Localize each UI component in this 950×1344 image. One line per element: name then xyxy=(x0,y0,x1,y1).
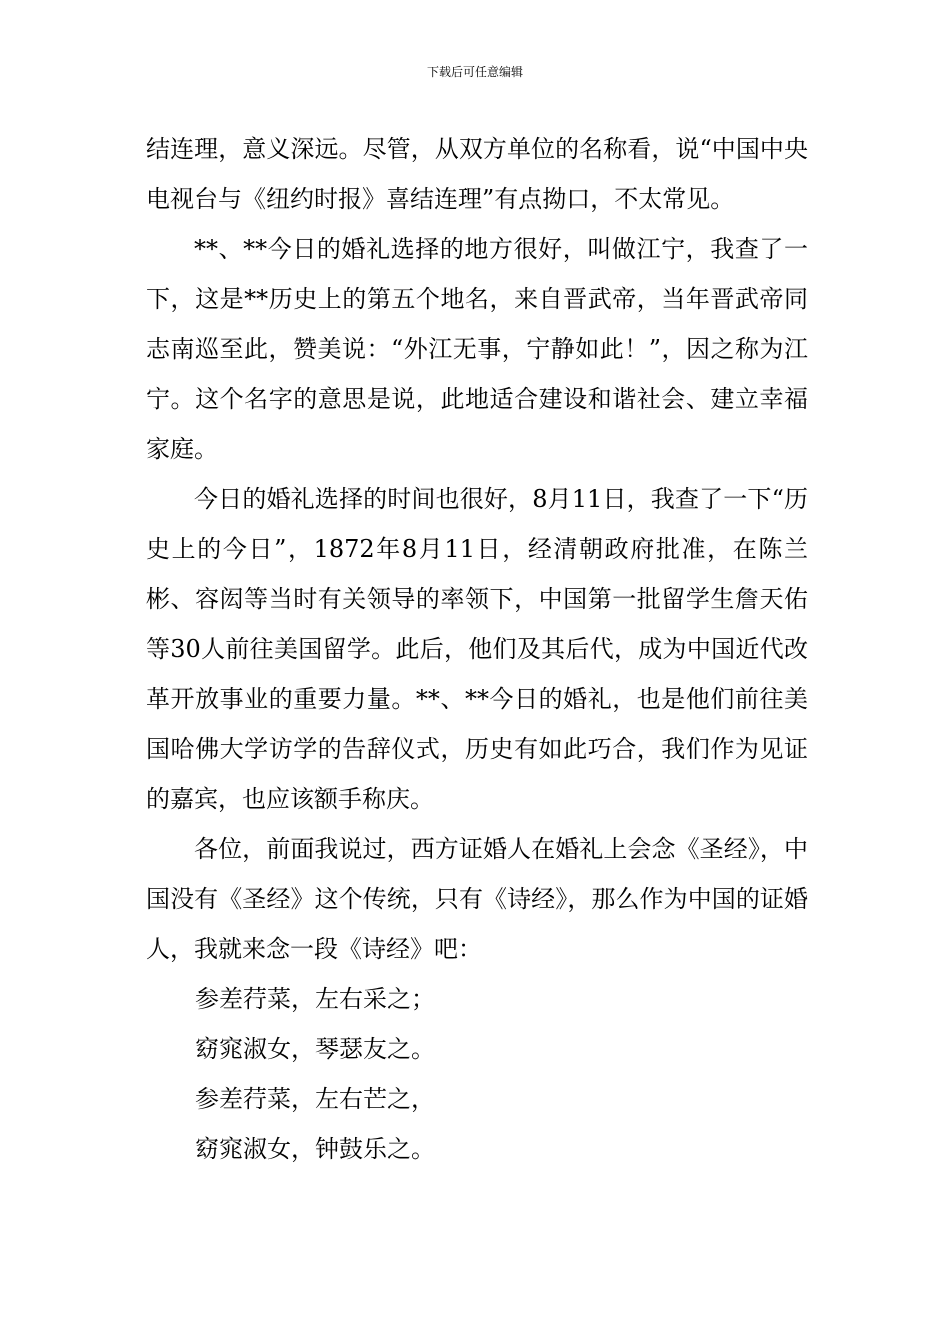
paragraph-date: 今日的婚礼选择的时间也很好，8月11日，我查了一下“历史上的今日”，1872年8月11日，经清朝政府批准，在陈兰彬、容闳等当时有关领导的率领下，中国第一批留学生詹天佑等30人前往美国留学。此后，他们及其后代，成为中国近代改革开放事业的重要力量。**、**今日的婚礼，也是他们前往美国哈佛大学访学的告辞仪式，历史有如此巧合，我们作为见证的嘉宾，也应该额手称庆。 xyxy=(146,485,808,813)
poem-line: 窈窕淑女，钟鼓乐之。 xyxy=(195,1135,435,1163)
poem-line: 参差荇菜，左右芒之， xyxy=(195,1085,435,1113)
document-body xyxy=(146,124,808,1174)
poem-line: 参差荇菜，左右采之； xyxy=(195,985,435,1013)
paragraph-poem-intro: 各位，前面我说过，西方证婚人在婚礼上会念《圣经》，中国没有《圣经》这个传统，只有《诗经》，那么作为中国的证婚人，我就来念一段《诗经》吧： xyxy=(146,835,808,963)
paragraph-location: **、**今日的婚礼选择的地方很好，叫做江宁，我查了一下，这是**历史上的第五个地名，来自晋武帝，当年晋武帝同志南巡至此，赞美说：“外江无事，宁静如此！”，因之称为江宁。这个名字的意思是说，此地适合建设和谐社会、建立幸福家庭。 xyxy=(146,235,808,463)
page-header: 下载后可任意编辑 xyxy=(426,65,523,79)
paragraph-continuation: 结连理，意义深远。尽管，从双方单位的名称看，说“中国中央电视台与《纽约时报》喜结连理”有点拗口，不太常见。 xyxy=(146,135,808,213)
poem-line: 窈窕淑女，琴瑟友之。 xyxy=(195,1035,435,1063)
